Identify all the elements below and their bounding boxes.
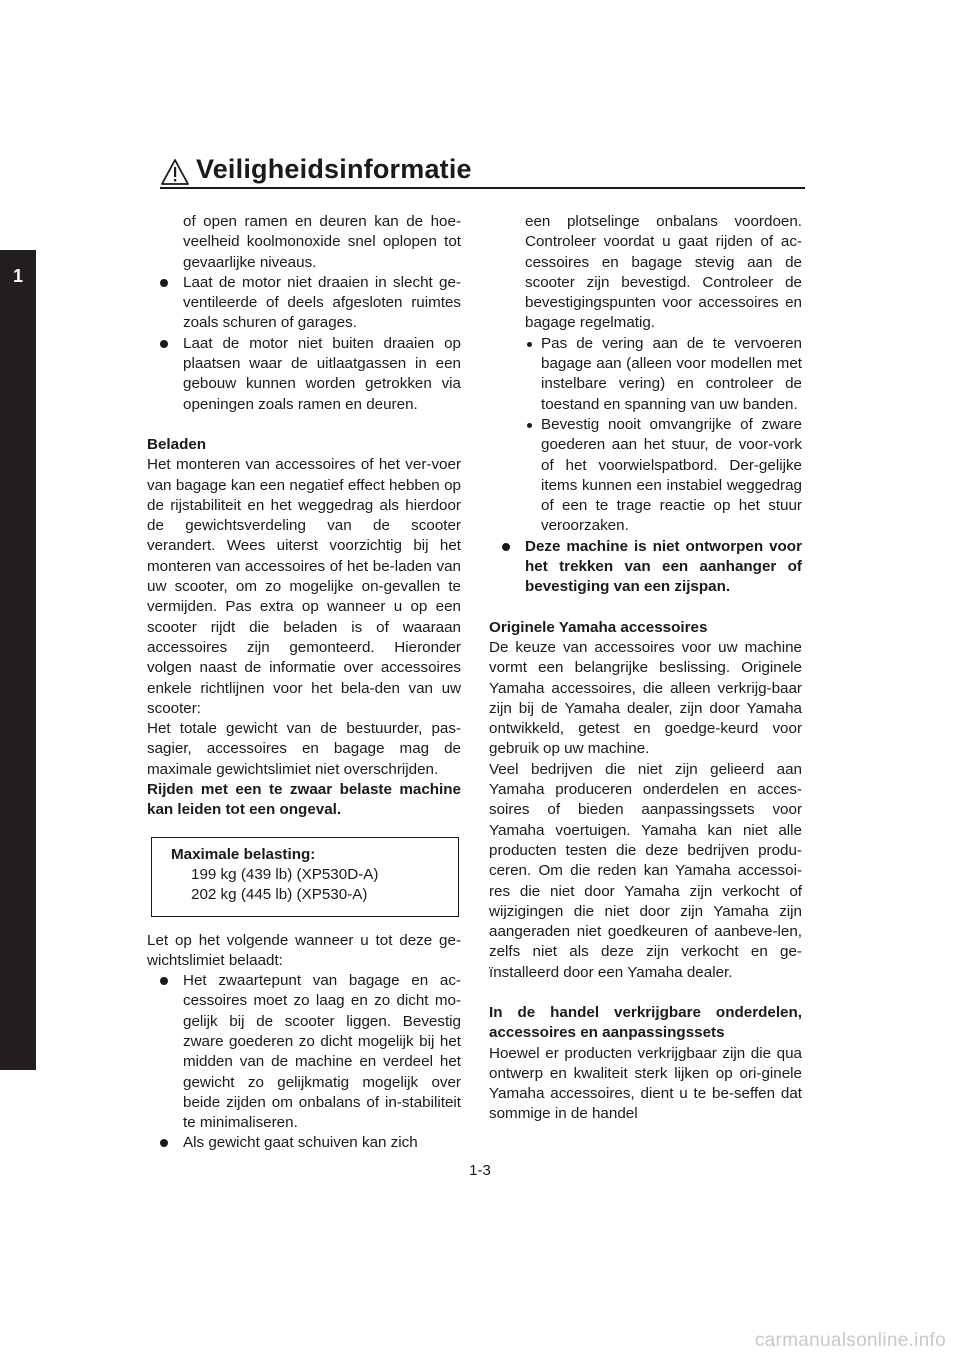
left-column [147, 212, 461, 1154]
page-header [160, 150, 805, 190]
paragraph-originele: De keuze van accessoires voor uw machine vormt een belangrijke beslissing. Originele Yamaha accessoires, die alleen verkrijg-baar zijn bij de Yamaha dealer, zijn door Yamaha ontwikkeld, getest en goedge-keurd voor gebruik op uw machine. [489, 638, 802, 758]
page-title: Veiligheidsinformatie [196, 154, 472, 184]
sub-bullet-item: Pas de vering aan de te vervoeren bagage aan (alleen voor modellen met instelbare vering) en controleer de toestand en spanning van uw banden. [489, 334, 802, 415]
paragraph-continued: een plotselinge onbalans voordoen. Controleer voordat u gaat rijden of ac-cessoires en bagage stevig aan de scooter zijn bevestigd. Controleer de bevestigingspunten voor accessoires en bagage regelmatig. [525, 213, 802, 332]
bullet-item: Het zwaartepunt van bagage en ac-cessoires moet zo laag en zo dicht mo-gelijk bij de scooter liggen. Bevestig zware goederen zo dicht mogelijk bij het midden van de machine en verdeel het gewicht zo gelijkmatig mogelijk over beide zijden om onbalans of in-stabiliteit te minimaliseren. [147, 971, 461, 1133]
page-number: 1-3 [469, 1162, 491, 1179]
chapter-number: 1 [12, 266, 23, 286]
paragraph-beladen: Het monteren van accessoires of het ver-voer van bagage kan een negatief effect hebben op de rijstabiliteit en het weggedrag als hierdoor de gewichtsverdeling van de scooter verandert. Wees uiterst voorzichtig bij het monteren van accessoires of het be-laden van uw scooter, om zo mogelijke on-gevallen te vermijden. Pas extra op wanneer u op een scooter rijdt die beladen is of waaraan accessoires zijn gemonteerd. Hieronder volgen naast de informatie over accessoires enkele richtlijnen voor het bela-den van uw scooter: [147, 456, 461, 717]
paragraph-after-box: Let op het volgende wanneer u tot deze ge-wichtslimiet belaadt: [147, 931, 461, 969]
sub-bullet-item: Bevestig nooit omvangrijke of zware goederen aan het stuur, de voor-vork of het voorwielspatbord. Der-gelijke items kunnen een instabiel weggedrag of een te trage reactie op het stuur veroorzaken. [489, 415, 802, 537]
bullet-item: Laat de motor niet buiten draaien op plaatsen waar de uitlaatgassen in een gebouw kunnen worden getrokken via openingen zoals ramen en deuren. [147, 334, 461, 415]
paragraph-intro-continued: of open ramen en deuren kan de hoe-veelheid koolmonoxide snel oplopen tot gevaarlijke niveaus. [183, 213, 461, 271]
bullet-item: Laat de motor niet draaien in slecht ge-ventileerde of deels afgesloten ruimtes zoals schuren of garages. [147, 273, 461, 334]
max-load-box [151, 837, 459, 917]
section-heading-handel: In de handel verkrijgbare onderdelen, accessoires en aanpassingssets [489, 1003, 802, 1042]
paragraph-handel: Hoewel er producten verkrijgbaar zijn die qua ontwerp en kwaliteit sterk lijken op ori-ginele Yamaha accessoires, dient u te be-seffen dat sommige in de handel [489, 1044, 802, 1123]
max-load-line: 199 kg (439 lb) (XP530D-A) [191, 865, 379, 883]
watermark: carmanualsonline.info [754, 1330, 946, 1351]
section-heading-beladen: Beladen [147, 435, 207, 453]
max-load-line: 202 kg (445 lb) (XP530-A) [191, 886, 368, 904]
warning-triangle-icon [160, 158, 190, 186]
header-rule [160, 187, 805, 189]
bullet-item: Als gewicht gaat schuiven kan zich [147, 1133, 461, 1153]
warning-text: Rijden met een te zwaar belaste machine kan leiden tot een ongeval. [147, 781, 461, 819]
paragraph-originele-2: Veel bedrijven die niet zijn gelieerd aan Yamaha produceren onderdelen en acces-soires of bieden aanpassingssets voor Yamaha voertuigen. Yamaha kan niet alle producten testen die deze bedrijven produ-ceren. Om die reden kan Yamaha accessoi-res die niet door Yamaha zijn verkocht of wijzigingen die niet door zijn Yamaha zijn aangeraden niet goedkeuren of aanbeve-len, zelfs niet als deze zijn verkocht en ge-ïnstalleerd door een Yamaha dealer. [489, 760, 802, 981]
right-column [489, 212, 802, 1125]
max-load-title: Maximale belasting: [171, 845, 316, 863]
section-heading-originele: Originele Yamaha accessoires [489, 618, 708, 636]
paragraph-beladen-weight: Het totale gewicht van de bestuurder, pas-sagier, accessoires en bagage mag de maximale gewichtslimiet niet overschrijden. [147, 720, 461, 778]
chapter-tab [0, 250, 36, 1070]
bold-bullet-item: Deze machine is niet ontworpen voor het trekken van een aanhanger of bevestiging van een zijspan. [489, 537, 802, 598]
